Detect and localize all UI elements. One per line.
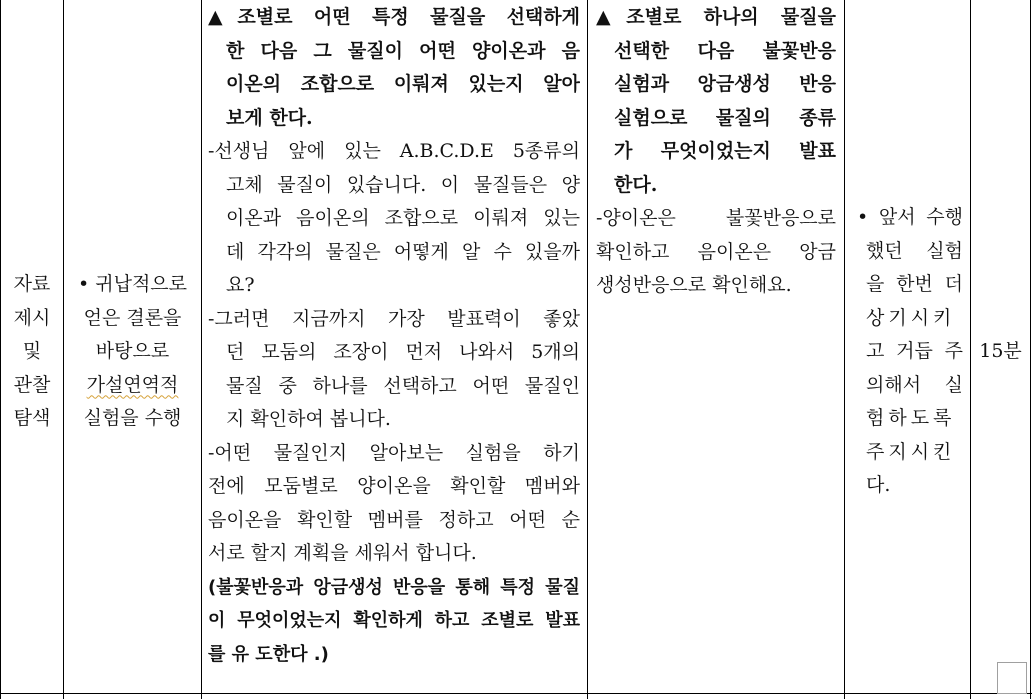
student-goal-line: 실험으로 물질의 종류 xyxy=(614,106,836,129)
stage-line: 탐색 xyxy=(13,407,51,429)
teacher-goal-line: ▲조별로 어떤 특정 물질을 선택하게 xyxy=(208,6,580,28)
teacher-goal-line: 보게 한다. xyxy=(226,106,313,129)
teacher-paragraph-2 xyxy=(208,303,580,437)
notes-line: 상기시키 xyxy=(866,306,956,329)
teacher-line: 고체 물질이 있습니다. 이 물질들은 양 xyxy=(226,173,580,196)
column-divider-2 xyxy=(201,0,202,699)
teacher-goal xyxy=(208,1,580,135)
teacher-note-line: 이 무엇이었는지 확인하게 하고 조별로 발표 xyxy=(208,610,580,631)
stage-line: 관찰 xyxy=(13,373,51,396)
corner-resize-handle[interactable] xyxy=(997,662,1027,694)
notes-line: • 앞서 수행 xyxy=(857,206,963,228)
activity-line: 실험을 수행 xyxy=(83,407,182,429)
teacher-line: 지 확인하여 봅니다. xyxy=(226,408,391,430)
activity-line: 얻은 결론을 xyxy=(83,306,182,329)
time-cell xyxy=(971,0,1030,699)
student-answer xyxy=(596,202,836,303)
teacher-line: -선생님 앞에 있는 A.B.C.D.E 5종류의 xyxy=(208,140,580,162)
teacher-line: 요? xyxy=(226,274,255,296)
activity-line: 바탕으로 xyxy=(95,340,170,362)
student-answer-line: -양이온은 불꽃반응으로 xyxy=(596,207,836,229)
notes-line: 고 거듭 주 xyxy=(866,340,963,362)
teacher-activity-cell xyxy=(208,0,580,699)
teacher-paragraph-3 xyxy=(208,437,580,571)
teacher-line: 전에 모둠별로 양이온을 확인할 멤버와 xyxy=(208,475,580,497)
notes-line: 의해서 실 xyxy=(866,373,963,396)
teacher-line: 데 각각의 물질은 어떻게 알 수 있을까 xyxy=(226,240,580,263)
activity-text xyxy=(64,268,201,436)
teacher-line: 이온과 음이온의 조합으로 이뤄져 있는 xyxy=(226,207,580,229)
teacher-line: -그러면 지금까지 가장 발표력이 좋았 xyxy=(208,307,580,330)
teacher-line: 물질 중 하나를 선택하고 어떤 물질인 xyxy=(226,374,580,397)
column-divider-3 xyxy=(587,0,588,699)
activity-line: 가설연역적 xyxy=(86,373,179,396)
teacher-line: -어떤 물질인지 알아보는 실험을 하기 xyxy=(208,441,580,464)
stage-label xyxy=(1,268,63,436)
teacher-line: 서로 할지 계획을 세워서 합니다. xyxy=(208,542,477,564)
student-goal-line: ▲조별로 하나의 물질을 xyxy=(596,6,836,28)
stage-cell xyxy=(1,0,63,699)
student-activity-cell xyxy=(596,0,836,699)
student-answer-line: 생성반응으로 확인해요. xyxy=(596,274,792,296)
teacher-goal-line: 이온의 조합으로 이뤄져 있는지 알아 xyxy=(226,73,580,95)
teacher-line: 던 모둠의 조장이 먼저 나와서 5개의 xyxy=(226,341,580,363)
notes-cell xyxy=(857,0,963,699)
student-answer-line: 확인하고 음이온은 앙금 xyxy=(596,240,836,263)
table-border-right xyxy=(1030,0,1031,699)
notes-line: 다. xyxy=(866,474,891,496)
column-divider-4 xyxy=(844,0,845,699)
teacher-note xyxy=(208,571,580,672)
teacher-note-line: 를 유 도한다 .) xyxy=(208,643,329,665)
notes-line: 했던 실험 xyxy=(866,239,963,262)
notes-line: 험하도록 xyxy=(866,407,956,429)
teacher-goal-line: 한 다음 그 물질이 어떤 양이온과 음 xyxy=(226,39,580,62)
teacher-paragraph-1 xyxy=(208,135,580,303)
time-value: 15분 xyxy=(979,340,1022,362)
stage-line: 및 xyxy=(22,340,42,362)
notes-line: 주지시킨 xyxy=(866,440,956,463)
student-goal-line: 가 무엇이었는지 발표 xyxy=(614,140,836,162)
student-goal-line: 실험과 앙금생성 반응 xyxy=(614,73,836,95)
notes-line: 을 한번 더 xyxy=(866,273,963,295)
student-goal xyxy=(596,1,836,202)
stage-line: 제시 xyxy=(13,306,51,329)
activity-line: • 귀납적으로 xyxy=(77,273,188,295)
student-goal-line: 선택한 다음 불꽃반응 xyxy=(614,39,836,62)
teacher-note-line: (불꽃반응과 앙금생성 반응을 통해 특정 물질 xyxy=(208,576,580,598)
stage-line: 자료 xyxy=(13,273,51,295)
activity-cell xyxy=(64,0,201,699)
student-goal-line: 한다. xyxy=(614,173,658,196)
teacher-line: 음이온을 확인할 멤버를 정하고 어떤 순 xyxy=(208,508,580,531)
